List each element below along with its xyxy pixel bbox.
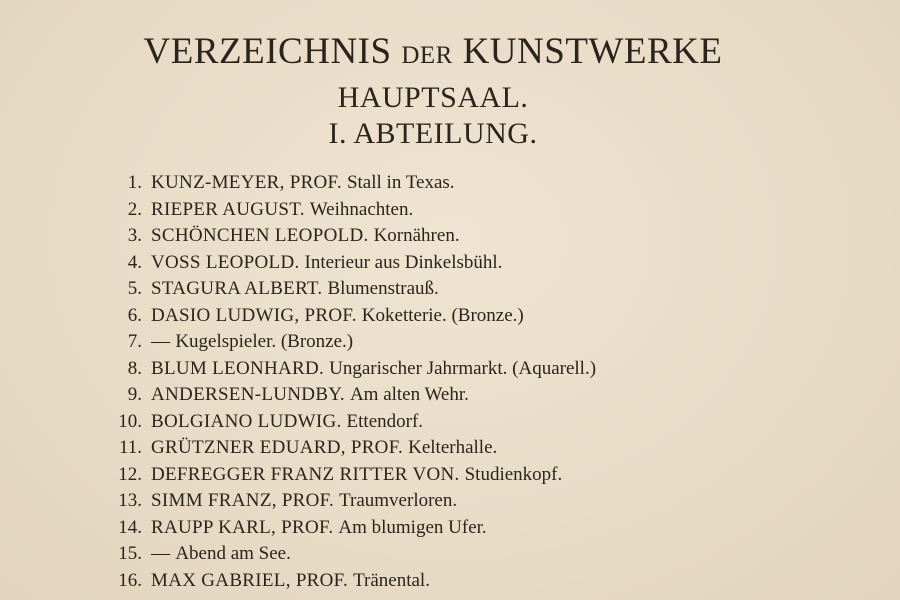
entry-work-title: Kelterhalle.: [408, 437, 498, 458]
page-header: [0, 28, 866, 152]
entry-work-title: Am blumigen Ufer.: [338, 516, 487, 538]
entry-number: 15.: [118, 543, 142, 564]
entry-artist: RIEPER AUGUST.: [151, 198, 305, 220]
entry-number: 12.: [118, 463, 142, 485]
list-item: [100, 488, 596, 515]
entry-number: 7.: [127, 331, 142, 352]
entry-work-title: Koketterie. (Bronze.): [361, 304, 524, 326]
entry-work-title: Abend am See.: [175, 543, 291, 564]
list-item: [100, 515, 596, 542]
page-title: [0, 28, 866, 80]
entry-number: 2.: [127, 198, 142, 220]
entry-work-title: Weihnachten.: [309, 198, 414, 220]
entry-number: 4.: [127, 251, 142, 273]
list-item: [100, 276, 596, 303]
entry-number: 11.: [118, 437, 142, 458]
entry-work-title: Kornähren.: [373, 225, 460, 246]
entry-artist: RAUPP KARL, PROF.: [151, 516, 334, 538]
list-item: [100, 197, 596, 224]
entry-artist: BOLGIANO LUDWIG.: [151, 410, 342, 432]
entry-artist: —: [151, 543, 171, 564]
entry-number: 1.: [127, 172, 142, 193]
entry-artist: —: [151, 331, 171, 352]
list-item: [100, 409, 596, 436]
list-item: [100, 250, 596, 277]
list-item: [100, 329, 596, 356]
entry-work-title: Am alten Wehr.: [349, 384, 469, 405]
entry-work-title: Ungarischer Jahrmarkt. (Aquarell.): [329, 357, 597, 379]
list-item: [100, 223, 596, 250]
section-heading: I. ABTEILUNG.: [328, 117, 538, 150]
list-item: [100, 382, 596, 409]
list-item: [100, 568, 596, 595]
title-part-1: VERZEICHNIS: [143, 31, 392, 72]
entry-artist: SCHÖNCHEN LEOPOLD.: [151, 225, 369, 246]
entry-artist: GRÜTZNER EDUARD, PROF.: [151, 437, 404, 458]
artwork-list: [100, 170, 596, 594]
entry-work-title: Blumenstrauß.: [327, 278, 439, 299]
entry-artist: BLUM LEONHARD.: [151, 357, 325, 379]
list-item: [100, 170, 596, 197]
entry-work-title: Stall in Texas.: [346, 172, 455, 193]
entry-number: 5.: [127, 278, 142, 299]
entry-number: 3.: [127, 225, 142, 246]
entry-number: 6.: [127, 304, 142, 326]
entry-work-title: Kugelspieler. (Bronze.): [175, 331, 354, 352]
title-part-2: KUNSTWERKE: [462, 31, 723, 72]
entry-work-title: Interieur aus Dinkelsbühl.: [304, 251, 503, 273]
entry-work-title: Tränental.: [353, 569, 430, 591]
entry-work-title: Studienkopf.: [464, 463, 563, 485]
entry-work-title: Traumverloren.: [339, 490, 458, 511]
entry-number: 9.: [127, 384, 142, 405]
entry-number: 10.: [118, 410, 142, 432]
entry-artist: STAGURA ALBERT.: [151, 278, 323, 299]
title-small-word: DER: [401, 42, 453, 69]
entry-artist: MAX GABRIEL, PROF.: [151, 569, 349, 591]
entry-number: 16.: [118, 569, 142, 591]
list-item: [100, 303, 596, 330]
entry-number: 8.: [127, 357, 142, 379]
entry-number: 14.: [118, 516, 142, 538]
list-item: [100, 462, 596, 489]
entry-artist: ANDERSEN-LUNDBY.: [151, 384, 345, 405]
entry-artist: KUNZ-MEYER, PROF.: [151, 172, 342, 193]
entry-work-title: Ettendorf.: [346, 410, 424, 432]
list-item: [100, 435, 596, 462]
entry-artist: SIMM FRANZ, PROF.: [151, 490, 335, 511]
entry-artist: DEFREGGER FRANZ RITTER VON.: [151, 463, 460, 485]
entry-artist: VOSS LEOPOLD.: [151, 251, 300, 273]
list-item: [100, 356, 596, 383]
hall-heading: HAUPTSAAL.: [337, 81, 529, 114]
entry-number: 13.: [118, 490, 142, 511]
list-item: [100, 541, 596, 568]
entry-artist: DASIO LUDWIG, PROF.: [151, 304, 357, 326]
